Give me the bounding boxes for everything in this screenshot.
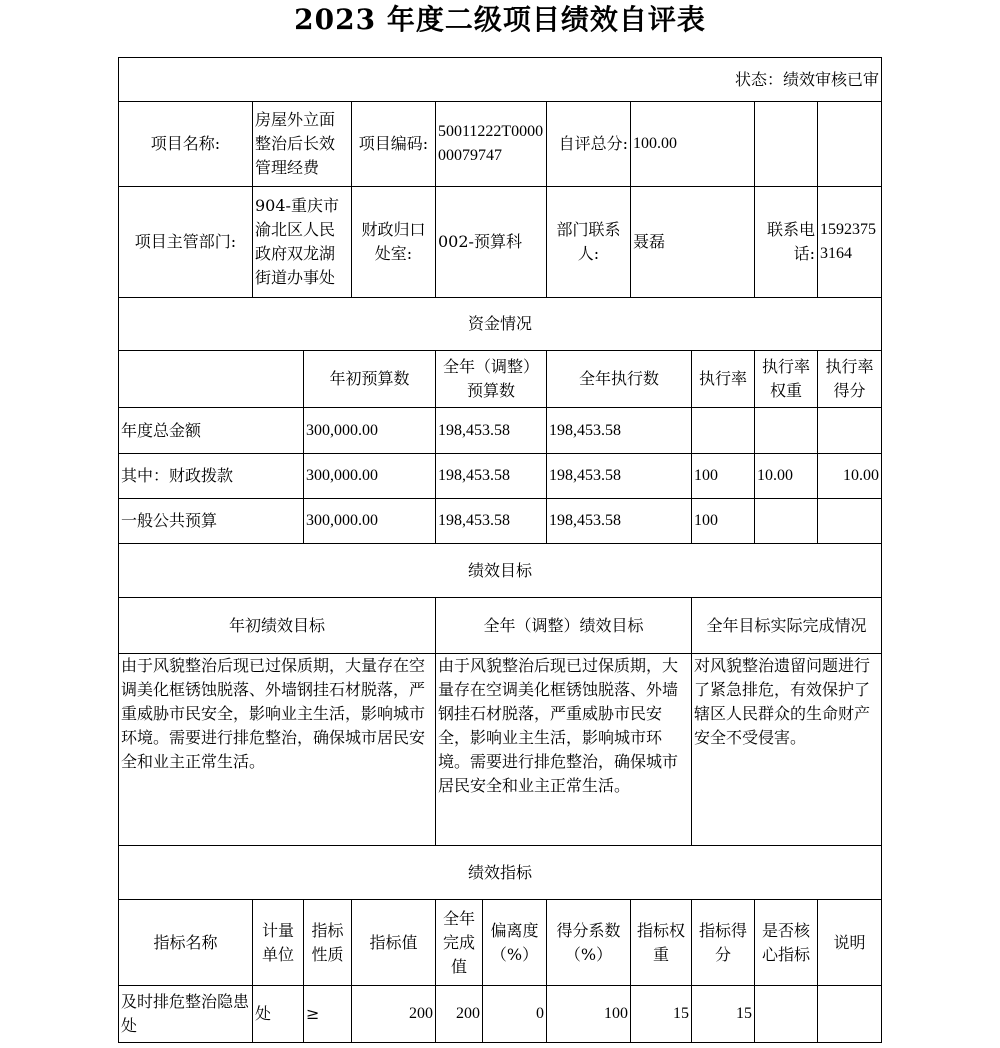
empty-cell: [818, 102, 882, 187]
indicator-header-cell: 全年完成值: [436, 900, 483, 986]
funds-row-label: 年度总金额: [119, 408, 304, 454]
indicator-name: 及时排危整治隐患处: [119, 986, 253, 1043]
funds-cell: 198,453.58: [547, 408, 692, 454]
dept-value: 904-重庆市渝北区人民政府双龙湖街道办事处: [253, 187, 352, 298]
funds-cell: [755, 408, 818, 454]
project-name-label: 项目名称:: [119, 102, 253, 187]
funds-header-cell: 全年（调整）预算数: [436, 351, 547, 408]
indicator-cell: 15: [631, 986, 692, 1043]
contact-value: 聂磊: [631, 187, 755, 298]
page-title: 2023 年度二级项目绩效自评表: [294, 3, 706, 36]
indicator-cell: 100: [547, 986, 631, 1043]
indicator-cell: 15: [692, 986, 755, 1043]
indicator-header-cell: 指标名称: [119, 900, 253, 986]
self-score-value: 100.00: [631, 102, 755, 187]
funds-cell: 198,453.58: [436, 499, 547, 544]
funds-cell: [818, 408, 882, 454]
funds-cell: [818, 499, 882, 544]
funds-row-label: 其中：财政拨款: [119, 454, 304, 499]
actual-completion-label: 全年目标实际完成情况: [692, 598, 882, 654]
funds-cell: 198,453.58: [547, 454, 692, 499]
indicator-cell: 200: [352, 986, 436, 1043]
funds-section-title: 资金情况: [119, 298, 882, 351]
funds-cell: 10.00: [755, 454, 818, 499]
funds-header-cell: 全年执行数: [547, 351, 692, 408]
funds-cell: 198,453.58: [436, 454, 547, 499]
dept-label: 项目主管部门:: [119, 187, 253, 298]
funds-header-cell: 年初预算数: [304, 351, 436, 408]
adjusted-goal-label: 全年（调整）绩效目标: [436, 598, 692, 654]
funds-cell: [692, 408, 755, 454]
indicator-cell: [818, 986, 882, 1043]
initial-goal-label: 年初绩效目标: [119, 598, 436, 654]
adjusted-goal-text: 由于风貌整治后现已过保质期，大量存在空调美化框锈蚀脱落、外墙钢挂石材脱落，严重威胁市民安全，影响业主生活，影响城市环境。需要进行排危整治，确保城市居民安全和业主正常生活。: [436, 654, 692, 846]
funds-cell: 100: [692, 499, 755, 544]
funds-cell: 100: [692, 454, 755, 499]
funds-cell: 198,453.58: [436, 408, 547, 454]
evaluation-table: [118, 57, 882, 1043]
self-score-label: 自评总分:: [547, 102, 631, 187]
empty-cell: [755, 102, 818, 187]
status-text: 状态：绩效审核已审: [119, 58, 882, 102]
indicator-header-cell: 说明: [818, 900, 882, 986]
indicator-cell: 处: [253, 986, 304, 1043]
indicator-header-cell: 是否核心指标: [755, 900, 818, 986]
finance-office-label: 财政归口处室:: [352, 187, 436, 298]
project-name-value: 房屋外立面整治后长效管理经费: [253, 102, 352, 187]
funds-cell: [755, 499, 818, 544]
funds-header-cell: 执行率: [692, 351, 755, 408]
funds-cell: 300,000.00: [304, 499, 436, 544]
indicator-header-cell: 偏离度（%）: [483, 900, 547, 986]
funds-cell: 198,453.58: [547, 499, 692, 544]
phone-value: 15923753164: [818, 187, 882, 298]
indicator-header-cell: 得分系数（%）: [547, 900, 631, 986]
funds-cell: 10.00: [818, 454, 882, 499]
finance-office-value: 002-预算科: [436, 187, 547, 298]
indicators-section-title: 绩效指标: [119, 846, 882, 900]
funds-header-cell: [119, 351, 304, 408]
indicator-cell: 200: [436, 986, 483, 1043]
phone-label: 联系电话:: [755, 187, 818, 298]
funds-cell: 300,000.00: [304, 408, 436, 454]
indicator-cell: 0: [483, 986, 547, 1043]
initial-goal-text: 由于风貌整治后现已过保质期，大量存在空调美化框锈蚀脱落、外墙钢挂石材脱落，严重威胁市民安全，影响业主生活，影响城市环境。需要进行排危整治，确保城市居民安全和业主正常生活。: [119, 654, 436, 846]
indicator-header-cell: 计量单位: [253, 900, 304, 986]
funds-header-cell: 执行率权重: [755, 351, 818, 408]
goals-section-title: 绩效目标: [119, 544, 882, 598]
indicator-cell: ≥: [304, 986, 352, 1043]
funds-header-cell: 执行率得分: [818, 351, 882, 408]
indicator-header-cell: 指标值: [352, 900, 436, 986]
actual-completion-text: 对风貌整治遗留问题进行了紧急排危，有效保护了辖区人民群众的生命财产安全不受侵害。: [692, 654, 882, 846]
indicator-header-cell: 指标权重: [631, 900, 692, 986]
project-code-label: 项目编码:: [352, 102, 436, 187]
contact-label: 部门联系人:: [547, 187, 631, 298]
funds-cell: 300,000.00: [304, 454, 436, 499]
indicator-header-cell: 指标得分: [692, 900, 755, 986]
indicator-header-cell: 指标性质: [304, 900, 352, 986]
funds-row-label: 一般公共预算: [119, 499, 304, 544]
project-code-value: 50011222T000000079747: [436, 102, 547, 187]
indicator-cell: [755, 986, 818, 1043]
